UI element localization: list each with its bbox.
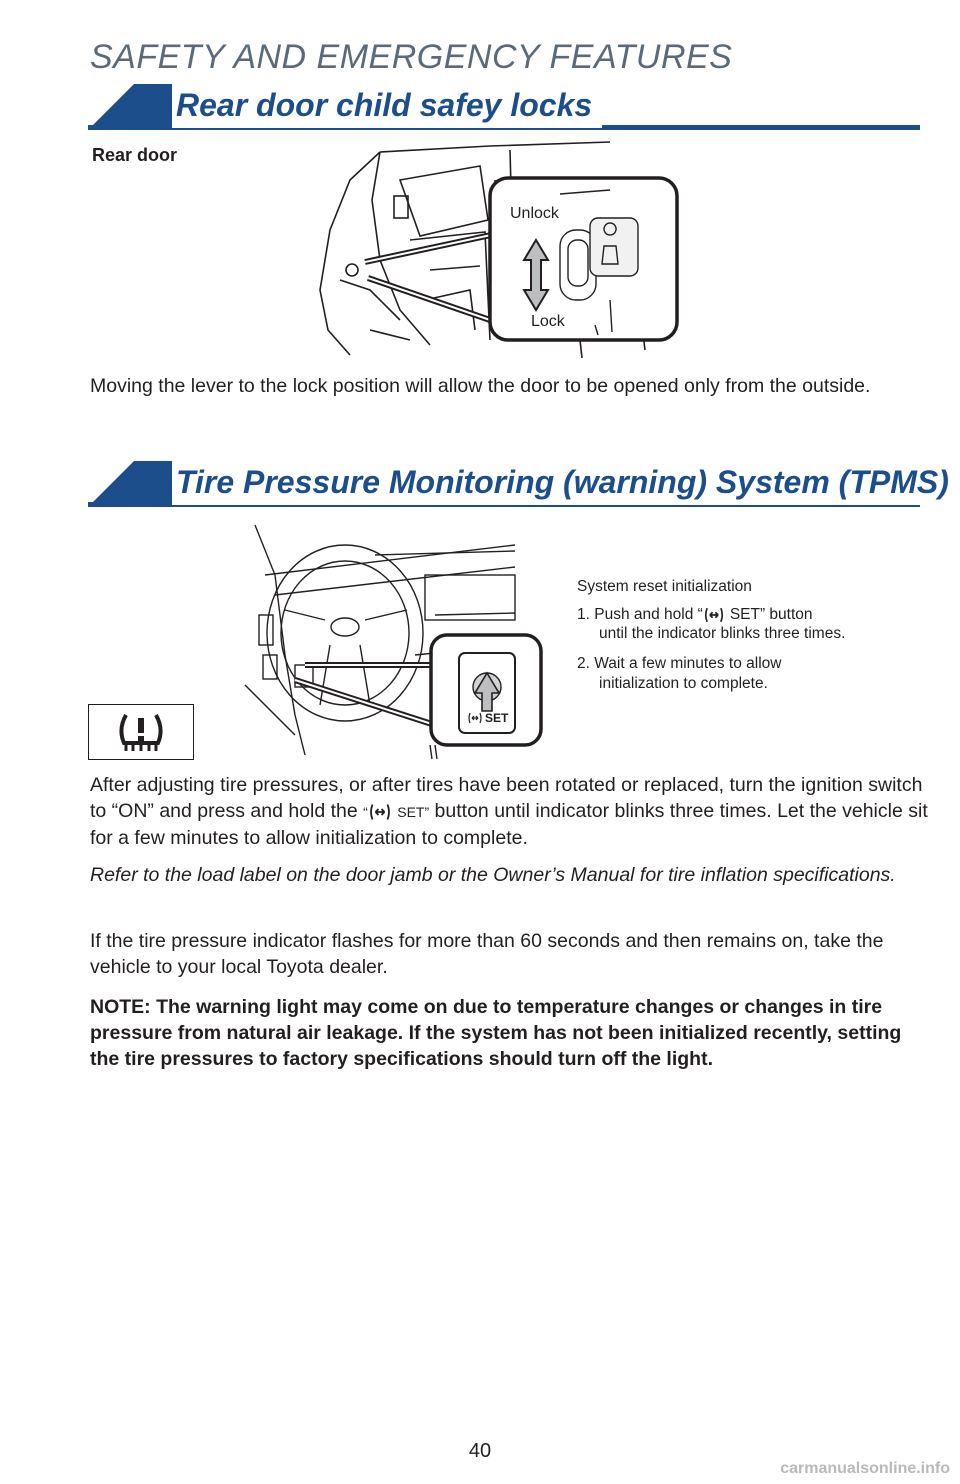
para1-part-a: After adjusting tire pressures, or after tires have been rotated or replaced, turn the ignition switch to “ON” and press and hold the bbox=[90, 774, 923, 822]
callout-step-2-cont: initialization to complete. bbox=[599, 675, 768, 692]
tpms-paragraph-1 bbox=[90, 772, 930, 851]
tpms-paragraph-3: If the tire pressure indicator flashes for more than 60 seconds and then remains on, take the vehicle to your local Toyota dealer. bbox=[90, 930, 884, 978]
section-heading: SAFETY AND EMERGENCY FEATURES bbox=[90, 38, 733, 76]
step-1-set: SET” button bbox=[729, 606, 813, 623]
lock-callout-box bbox=[490, 178, 677, 340]
para1-quote: “ bbox=[363, 804, 368, 820]
tpms-paragraph-2: Refer to the load label on the door jamb or the Owner’s Manual for tire inflation specifications. bbox=[90, 864, 896, 886]
tire-pressure-warning-icon bbox=[116, 711, 166, 753]
para1-part-b: button until indicator blinks three times. Let the vehicle sit for a few minutes to allow initialization to complete. bbox=[90, 800, 928, 849]
callout-step-2: 2. Wait a few minutes to allow bbox=[577, 655, 782, 672]
set-button-label: SET bbox=[485, 711, 509, 725]
tpms-icon bbox=[703, 606, 725, 624]
callout-title: System reset initialization bbox=[577, 578, 752, 595]
rear-door-illustration bbox=[310, 140, 690, 362]
child-locks-description: Moving the lever to the lock position will allow the door to be opened only from the outside. bbox=[90, 375, 871, 397]
unlock-label: Unlock bbox=[510, 205, 559, 222]
child-locks-title-bar bbox=[88, 84, 920, 130]
callout-step-1-cont: until the indicator blinks three times. bbox=[599, 625, 846, 642]
lock-label: Lock bbox=[531, 313, 565, 330]
tpms-title: Tire Pressure Monitoring (warning) System (TPMS) bbox=[172, 459, 959, 505]
tpms-note: NOTE: The warning light may come on due to temperature changes or changes in tire pressure from natural air leakage. If the system has not been initialized recently, setting the tire pressures to factory specifications should turn off the light. bbox=[90, 996, 902, 1070]
set-button[interactable] bbox=[467, 711, 508, 725]
tpms-icon bbox=[467, 712, 483, 724]
para1-set: SET” bbox=[397, 804, 430, 820]
page-number: 40 bbox=[468, 1440, 492, 1462]
tpms-icon bbox=[368, 803, 392, 821]
step-1-prefix: 1. Push and hold “ bbox=[577, 606, 703, 623]
callout-step-1 bbox=[577, 606, 813, 624]
watermark: carmanualsonline.info bbox=[780, 1460, 950, 1477]
tpms-warning-icon-box bbox=[88, 704, 194, 760]
child-locks-title: Rear door child safey locks bbox=[172, 82, 602, 128]
tpms-title-bar bbox=[88, 461, 949, 507]
rear-door-label: Rear door bbox=[92, 145, 178, 165]
